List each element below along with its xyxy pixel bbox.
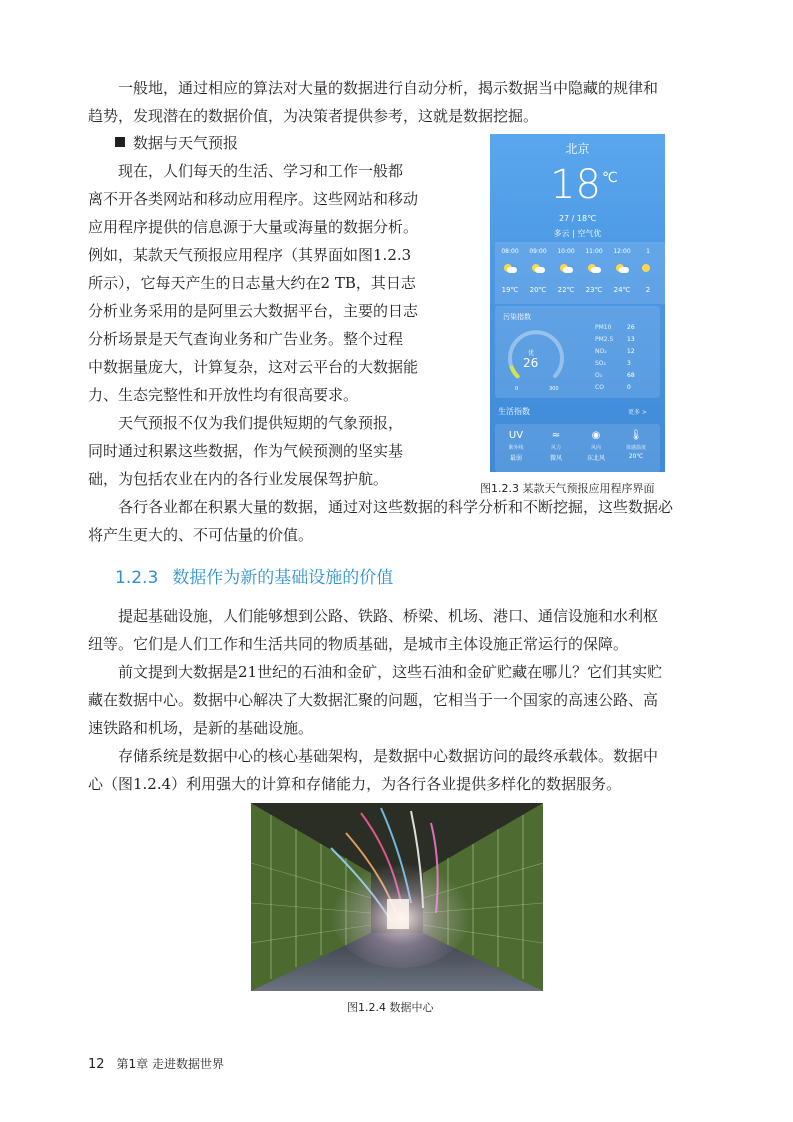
text-line: 一般地，通过相应的算法对大量的数据进行自动分析，揭示数据当中隐藏的规律和 xyxy=(118,79,659,97)
partly-cloudy-icon xyxy=(504,264,516,272)
text-line: 各行各业都在积累大量的数据，通过对这些数据的科学分析和不断挖掘，这些数据必 xyxy=(118,498,674,516)
life-value: 东北风 xyxy=(586,455,605,462)
section-title-text: 数据作为新的基础设施的价值 xyxy=(172,568,394,588)
text-line: 心（图1.2.4）利用强大的计算和存储能力，为各行各业提供多样化的数据服务。 xyxy=(88,775,622,793)
pollution-panel xyxy=(495,306,660,398)
uv-icon: UV xyxy=(508,430,524,441)
pollutant-key: NO₂ xyxy=(595,348,607,355)
life-key: 风向 xyxy=(590,445,601,451)
page-number: 12 xyxy=(88,1057,105,1072)
weather-app-screenshot xyxy=(490,134,665,472)
life-value: 微风 xyxy=(549,455,562,462)
square-bullet-icon xyxy=(115,137,125,147)
hour-time: 12:00 xyxy=(613,248,631,255)
text-line: 例如，某款天气预报应用程序（其界面如图1.2.3 xyxy=(88,246,412,264)
text-line: 应用程序提供的信息源于大量或海量的数据分析。 xyxy=(88,218,419,236)
pollutant-key: PM2.5 xyxy=(595,336,614,343)
life-index-more: 更多 > xyxy=(628,409,647,416)
chapter-title: 第1章 走进数据世界 xyxy=(116,1057,224,1071)
pollutant-value: 13 xyxy=(627,336,635,343)
pollutant-value: 0 xyxy=(627,384,631,391)
text-line: 础，为包括农业在内的各行业发展保驾护航。 xyxy=(88,470,389,488)
hour-temp: 22℃ xyxy=(557,286,575,294)
hourly-forecast xyxy=(495,242,665,304)
data-center-illustration xyxy=(251,803,543,991)
figure-caption-datacenter: 图1.2.4 数据中心 xyxy=(347,1001,434,1014)
text-line: 同时通过积累这些数据，作为气候预测的坚实基 xyxy=(88,442,404,460)
text-line: 提起基础设施，人们能够想到公路、铁路、桥梁、机场、港口、通信设施和水利枢 xyxy=(118,607,659,625)
life-key: 风力 xyxy=(550,445,561,451)
hour-time: 08:00 xyxy=(501,248,519,255)
paragraph-7 xyxy=(88,742,708,798)
hour-temp: 20℃ xyxy=(529,286,547,294)
hour-temp: 2 xyxy=(645,286,651,294)
text-line: 分析业务采用的是阿里云大数据平台，主要的日志 xyxy=(88,302,419,320)
figure-caption-weather: 图1.2.3 某款天气预报应用程序界面 xyxy=(480,482,655,495)
aqi-value: 26 xyxy=(523,356,539,370)
life-item xyxy=(617,428,655,460)
aqi-level: 优 xyxy=(528,350,535,357)
wind-icon: ≈ xyxy=(551,430,561,441)
paragraph-6 xyxy=(88,658,708,742)
text-line: 力、生态完整性和开放性均有很高要求。 xyxy=(88,386,359,404)
text-line: 藏在数据中心。数据中心解决了大数据汇聚的问题，它相当于一个国家的高速公路、高 xyxy=(88,691,659,709)
pollutant-value: 26 xyxy=(627,324,635,331)
life-value: 最弱 xyxy=(509,455,522,462)
data-center-photo xyxy=(251,803,543,991)
section-number: 1.2.3 xyxy=(115,568,159,588)
gauge-min: 0 xyxy=(515,386,519,392)
pollution-title: 污染指数 xyxy=(503,313,531,321)
pollutant-key: SO₂ xyxy=(595,360,606,367)
hour-temp: 24℃ xyxy=(613,286,631,294)
text-line: 趋势，发现潜在的数据价值，为决策者提供参考，这就是数据挖掘。 xyxy=(88,107,539,125)
partly-cloudy-icon xyxy=(588,264,600,272)
paragraph-3 xyxy=(88,409,433,493)
text-line: 存储系统是数据中心的核心基础架构，是数据中心数据访问的最终承载体。数据中 xyxy=(118,747,659,765)
bullet-heading xyxy=(115,129,238,157)
paragraph-2 xyxy=(88,157,433,409)
life-item xyxy=(577,428,615,462)
text-line: 将产生更大的、不可估量的价值。 xyxy=(88,526,314,544)
gauge-max: 300 xyxy=(549,386,559,392)
text-line: 所示），它每天产生的日志量大约在2 TB，其日志 xyxy=(88,274,416,292)
weather-temperature: 18 xyxy=(550,162,601,208)
paragraph-5 xyxy=(88,602,708,658)
life-value: 20℃ xyxy=(628,453,644,460)
life-item xyxy=(537,428,575,462)
text-line: 中数据量庞大，计算复杂，这对云平台的大数据能 xyxy=(88,358,419,376)
partly-cloudy-icon xyxy=(616,264,628,272)
hour-time: 1 xyxy=(646,248,650,255)
paragraph-1 xyxy=(88,74,708,130)
text-line: 分析场景是天气查询业务和广告业务。整个过程 xyxy=(88,330,404,348)
partly-cloudy-icon xyxy=(560,264,572,272)
aqi-gauge xyxy=(505,324,567,386)
hour-temp: 19℃ xyxy=(501,286,519,294)
text-line: 纽等。它们是人们工作和生活共同的物质基础，是城市主体设施正常运行的保障。 xyxy=(88,635,629,653)
hour-time: 11:00 xyxy=(585,248,603,255)
paragraph-4 xyxy=(88,493,708,549)
partly-cloudy-icon xyxy=(532,264,544,272)
pollutant-key: PM10 xyxy=(595,324,612,331)
weather-unit: ℃ xyxy=(602,170,618,186)
life-key: 体感温度 xyxy=(625,445,646,451)
bullet-heading-text: 数据与天气预报 xyxy=(133,134,239,152)
pollutant-value: 3 xyxy=(627,360,631,367)
partly-cloudy-icon xyxy=(642,264,654,272)
gauge-fill xyxy=(512,368,518,377)
life-key: 紫外线 xyxy=(508,445,524,451)
hour-time: 09:00 xyxy=(529,248,547,255)
page-footer xyxy=(88,1055,224,1072)
pollutant-value: 12 xyxy=(627,348,635,355)
text-line: 天气预报不仅为我们提供短期的气象预报， xyxy=(118,414,404,432)
compass-icon: ◉ xyxy=(591,430,601,441)
pollutant-value: 68 xyxy=(627,372,635,379)
text-line: 现在，人们每天的生活、学习和工作一般都 xyxy=(118,162,404,180)
weather-range: 27 / 18℃ xyxy=(558,214,597,223)
pollutant-key: CO xyxy=(595,384,604,391)
section-heading xyxy=(115,563,393,588)
pollutant-key: O₃ xyxy=(595,372,603,379)
text-line: 前文提到大数据是21世纪的石油和金矿，这些石油和金矿贮藏在哪儿？它们其实贮 xyxy=(118,663,663,681)
text-line: 离不开各类网站和移动应用程序。这些网站和移动 xyxy=(88,190,419,208)
life-item xyxy=(497,428,535,462)
hour-time: 10:00 xyxy=(557,248,575,255)
life-index-panel xyxy=(495,424,660,472)
hour-temp: 23℃ xyxy=(585,286,603,294)
thermometer-icon: 🌡 xyxy=(629,430,643,441)
weather-city: 北京 xyxy=(565,142,590,156)
text-line: 速铁路和机场，是新的基础设施。 xyxy=(88,719,314,737)
weather-description: 多云 | 空气优 xyxy=(553,229,602,238)
life-index-title: 生活指数 xyxy=(498,407,530,416)
